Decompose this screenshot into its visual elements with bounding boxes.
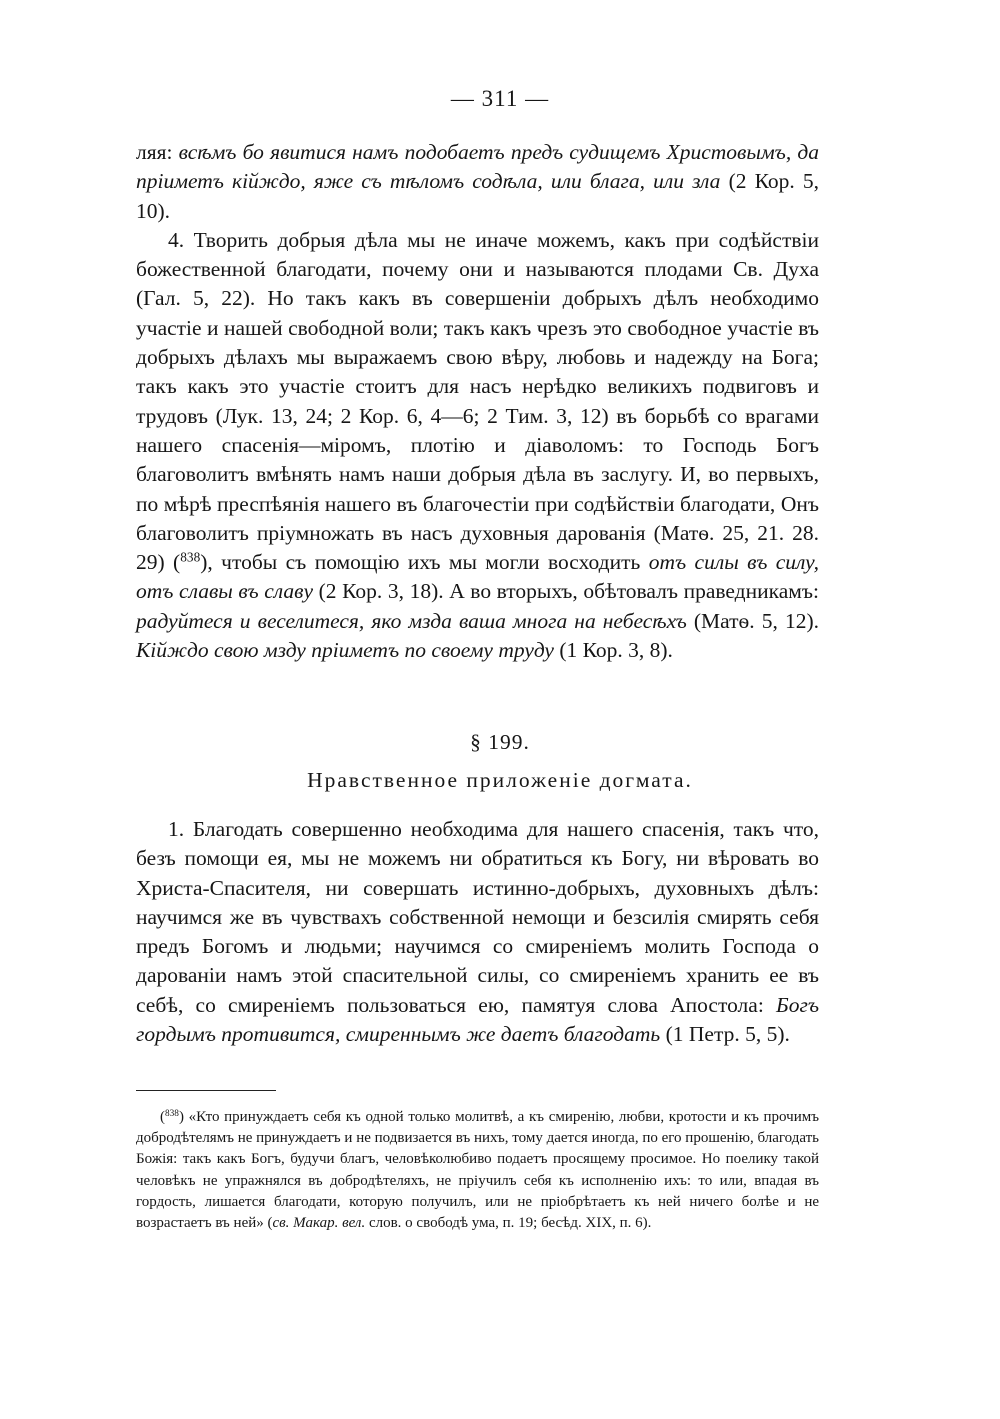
footnote-close: ): [178, 1109, 189, 1125]
paragraph-4: [136, 226, 819, 665]
paragraph-4-quote-3: Кійждо свою мзду пріиметъ по своему труду: [136, 638, 554, 663]
footnote-open: (: [160, 1109, 165, 1125]
section-number: § 199.: [470, 730, 530, 754]
continuation-quote: всѣмъ бо явитися намъ подобаетъ предъ судищемъ Христовымъ, да пріиметъ кійждо, яже съ тѣломъ содѣла, или блага, или зла: [136, 140, 819, 194]
footnote-marker: 838: [165, 1108, 179, 1119]
footnote-paragraph: [136, 1107, 819, 1234]
paragraph-4-text-3: (2 Кор. 3, 18). А во вторыхъ, обѣтовалъ праведникамъ:: [313, 579, 819, 604]
paragraph-4-quote-2: радуйтеся и веселитеся, яко мзда ваша многа на небесѣхъ: [136, 608, 687, 633]
page-number: — 311 —: [450, 86, 550, 111]
footnote-source: св. Макар. вел.: [272, 1215, 366, 1232]
paragraph-1-quote: Богъ гордымъ противится, смиреннымъ же даетъ благодать: [136, 992, 819, 1047]
paragraph-4-text-2: ), чтобы съ помощію ихъ мы могли восходить: [200, 550, 649, 575]
main-text-top: [136, 138, 819, 665]
footnote: [136, 1107, 819, 1234]
paragraph-4-quote-1: отъ силы въ силу, отъ славы въ славу: [136, 550, 819, 604]
paragraph-1-text-1: 1. Благодать совершенно необходима для нашего спасенія, такъ что, безъ помощи ея, мы не можемъ ни обратиться къ Богу, ни вѣровать во Христа-Спасителя, ни совершать истинно-добрыхъ, духовныхъ дѣлъ: научимся же въ чувствахъ собственной немощи и безсилія смирять себя предъ Богомъ и людьми; научимся со смиреніемъ молить Господа о дарованіи намъ этой спасительной силы, со смиреніемъ хранить ее въ себѣ, со смиреніемъ пользоваться ею, памятуя слова Апостола:: [136, 817, 819, 1017]
footnote-text-1: «Кто принуждаетъ себя къ одной только молитвѣ, а къ смиренію, любви, кротости и къ прочимъ добродѣтелямъ не принуждаетъ и не подвизается въ нихъ, тому дается иногда, по его прошенію, благодать Божія: такъ какъ Богъ, будучи благъ, человѣколюбиво подаетъ просящему просимое. Но поелику такой человѣкъ не упражнялся въ добродѣтеляхъ, не пріучилъ себя къ исполненію ихъ: то или, впадая въ гордость, лишается благодати, которую получилъ, или не пріобрѣтаетъ къ ней ничего болѣе и не возрастаетъ въ ней» (: [136, 1109, 819, 1232]
paragraph-4-text-1: 4. Творить добрыя дѣла мы не иначе можемъ, какъ при содѣйствіи божественной благодати, почему они и называются плодами Св. Духа (Гал. 5, 22). Но такъ какъ въ совершеніи добрыхъ дѣлъ необходимо участіе и нашей свободной воли; такъ какъ чрезъ это свободное участіе въ добрыхъ дѣлахъ мы выражаемъ свою вѣру, любовь и надежду на Бога; такъ какъ это участіе стоитъ для насъ нерѣдко великихъ подвиговъ и трудовъ (Лук. 13, 24; 2 Кор. 6, 4—6; 2 Тим. 3, 12) въ борьбѣ со врагами нашего спасенія—міромъ, плотію и діаволомъ: то Господь Богъ благоволитъ вмѣнять намъ наши добрыя дѣла въ заслугу. И, во первыхъ, по мѣрѣ преспѣянія нашего въ благочестіи при содѣйствіи благодати, Онъ благоволитъ пріумножать въ насъ духовныя дарованія (Матѳ. 25, 21. 28. 29) (: [136, 227, 819, 575]
continuation-text-1: ляя:: [136, 140, 179, 164]
paragraph-4-text-5: (1 Кор. 3, 8).: [553, 638, 673, 663]
footnote-reference[interactable]: 838: [180, 549, 201, 565]
paragraph-1-text-2: (1 Петр. 5, 5).: [660, 1022, 790, 1047]
main-text-bottom: [136, 815, 819, 1049]
section-title: Нравственное приложеніе догмата.: [307, 768, 693, 792]
footnote-divider: [136, 1090, 276, 1091]
continuation-text-2: (2 Кор. 5, 10).: [136, 169, 819, 223]
paragraph-4-text-4: (Матѳ. 5, 12).: [686, 608, 819, 633]
continuation-paragraph: [136, 138, 819, 226]
footnote-text-2: слов. о свободѣ ума, п. 19; бесѣд. XIX, п. 6).: [365, 1215, 652, 1232]
paragraph-1: [136, 815, 819, 1049]
